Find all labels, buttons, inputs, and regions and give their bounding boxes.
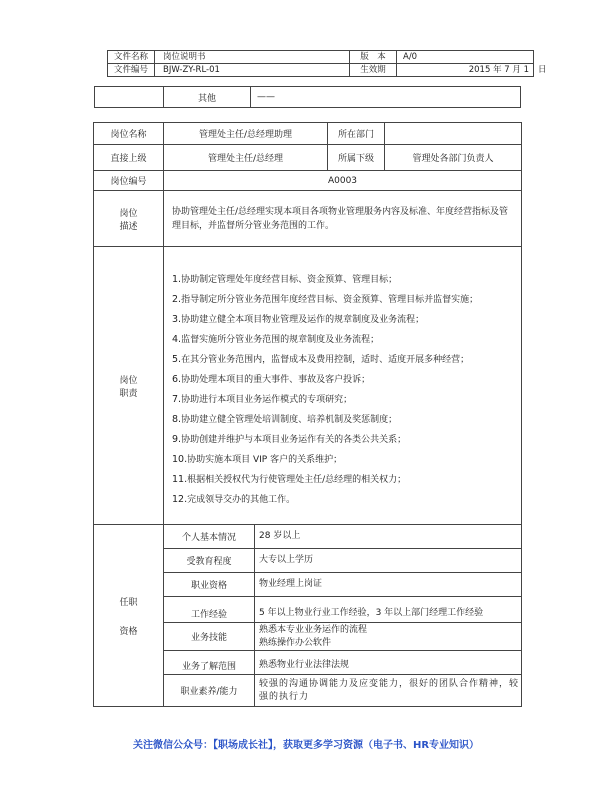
req-value: 大专以上学历 <box>255 549 522 573</box>
req-label: 受教育程度 <box>164 549 255 573</box>
duty-item <box>172 310 513 330</box>
req-value: 物业经理上岗证 <box>255 573 522 597</box>
duties-label <box>94 247 164 525</box>
misc-table <box>94 86 521 108</box>
duty-text: 监督实施所分管业务范围的规章制度及业务流程； <box>181 334 380 345</box>
qualifications-label <box>94 525 164 707</box>
doc-name-label: 文件名称 <box>108 51 155 64</box>
effective-value: 2015 年 7 月 1 <box>397 64 534 77</box>
duty-item <box>172 330 513 350</box>
dept-value <box>385 123 522 145</box>
footer-promo-text: 关注微信公众号：【职场成长社】，获取更多学习资源（电子书、HR专业知识） <box>132 740 480 751</box>
req-value-line2: 熟练操作办公软件 <box>259 637 332 648</box>
duties-label-line2: 职责 <box>119 388 138 399</box>
effective-day-suffix: 日 <box>538 65 547 75</box>
superior-label: 直接上级 <box>94 145 164 171</box>
duty-number: 11. <box>172 473 188 485</box>
req-value: 28 岁以上 <box>255 525 522 549</box>
job-code-value: A0003 <box>164 171 522 191</box>
dept-label: 所在部门 <box>328 123 385 145</box>
misc-value: —— <box>251 87 521 108</box>
description-label-line2: 描述 <box>119 221 138 232</box>
req-value: 较强的沟通协调能力及应变能力，很好的团队合作精神，较强的执行力 <box>255 675 522 707</box>
superior-value: 管理处主任/总经理 <box>164 145 328 171</box>
duty-item <box>172 490 513 510</box>
version-value: A/0 <box>397 51 534 64</box>
description-label-line1: 岗位 <box>119 208 138 219</box>
duty-number: 3. <box>172 313 182 325</box>
duty-text: 协助实施本项目 VIP 客户的关系维护； <box>187 454 343 465</box>
duty-text: 协助处理本项目的重大事件、事故及客户投诉； <box>181 374 371 385</box>
req-value <box>255 623 522 651</box>
duty-item <box>172 370 513 390</box>
duty-number: 8. <box>172 413 182 425</box>
duty-item <box>172 450 513 470</box>
req-label: 职业素养/能力 <box>164 675 255 707</box>
req-label: 工作经验 <box>164 597 255 623</box>
req-label: 职业资格 <box>164 573 255 597</box>
duty-text: 协助创建并维护与本项目业务运作有关的各类公共关系； <box>181 434 407 445</box>
duty-text: 协助制定管理处年度经营目标、资金预算、管理目标； <box>181 274 398 285</box>
job-title-label: 岗位名称 <box>94 123 164 145</box>
duty-number: 6. <box>172 373 182 385</box>
duty-number: 12. <box>172 493 188 505</box>
duty-number: 7. <box>172 393 182 405</box>
req-label: 业务了解范围 <box>164 651 255 675</box>
duty-number: 1. <box>172 273 182 285</box>
document-header-table <box>107 50 534 77</box>
duty-text: 在其分管业务范围内，监督成本及费用控制，适时、适度开展多种经营； <box>181 354 470 365</box>
duty-number: 10. <box>172 453 188 465</box>
misc-label: 其他 <box>164 87 251 108</box>
misc-blank-cell <box>95 87 164 108</box>
duty-number: 5. <box>172 353 182 365</box>
job-title-value: 管理处主任/总经理助理 <box>164 123 328 145</box>
duty-text: 协助建立健全管理处培训制度、培养机制及奖惩制度； <box>181 414 398 425</box>
duty-number: 9. <box>172 433 182 445</box>
duty-text: 协助进行本项目业务运作模式的专项研究； <box>181 394 353 405</box>
req-label: 业务技能 <box>164 623 255 651</box>
doc-name-value: 岗位说明书 <box>155 51 350 64</box>
subordinate-label: 所属下级 <box>328 145 385 171</box>
req-label: 个人基本情况 <box>164 525 255 549</box>
job-description-table <box>93 122 522 707</box>
duty-item <box>172 350 513 370</box>
req-value: 5 年以上物业行业工作经验，3 年以上部门经理工作经验 <box>255 597 522 623</box>
req-value: 熟悉物业行业法律法规 <box>255 651 522 675</box>
duty-number: 2. <box>172 293 182 305</box>
job-code-label: 岗位编号 <box>94 171 164 191</box>
effective-label: 生效期 <box>350 64 397 77</box>
duty-item <box>172 390 513 410</box>
qualifications-label-line1: 任职 <box>119 597 138 608</box>
version-label: 版 本 <box>350 51 397 64</box>
duty-text: 指导制定所分管业务范围年度经营目标、资金预算、管理目标并监督实施； <box>181 294 479 305</box>
doc-no-value: BJW-ZY-RL-01 <box>155 64 350 77</box>
duty-text: 根据相关授权代为行使管理处主任/总经理的相关权力； <box>187 474 407 485</box>
duty-number: 4. <box>172 333 182 345</box>
duty-item <box>172 470 513 490</box>
duty-text: 完成领导交办的其他工作。 <box>187 494 296 505</box>
description-label <box>94 191 164 247</box>
req-value-line1: 熟悉本专业业务运作的流程 <box>259 624 368 635</box>
description-text: 协助管理处主任/总经理实现本项目各项物业管理服务内容及标准、年度经营指标及管理目标，并监督所分管业务范围的工作。 <box>164 191 522 247</box>
doc-no-label: 文件编号 <box>108 64 155 77</box>
duty-item <box>172 290 513 310</box>
duty-item <box>172 270 513 290</box>
subordinate-value: 管理处各部门负责人 <box>385 145 522 171</box>
duty-item <box>172 410 513 430</box>
duty-text: 协助建立健全本项目物业管理及运作的规章制度及业务流程； <box>181 314 425 325</box>
duties-label-line1: 岗位 <box>119 375 138 386</box>
duty-item <box>172 430 513 450</box>
qualifications-label-line2: 资格 <box>119 626 138 637</box>
duties-list <box>164 247 522 525</box>
